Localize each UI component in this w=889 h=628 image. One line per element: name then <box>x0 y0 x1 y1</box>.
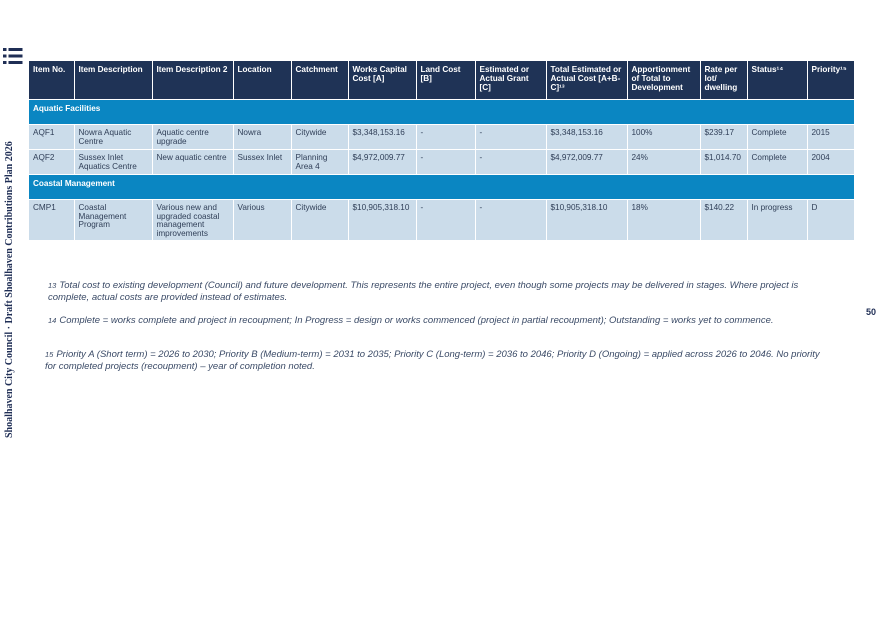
table-cell: $1,014.70 <box>700 150 747 175</box>
table-cell: Various new and upgraded coastal management improvements <box>152 200 233 241</box>
table-cell: 2015 <box>807 125 854 150</box>
header-cell: Estimated or Actual Grant [C] <box>475 61 546 100</box>
list-menu-icon[interactable] <box>3 47 23 65</box>
table-cell: Sussex Inlet <box>233 150 291 175</box>
document-side-title: Shoalhaven City Council · Draft Shoalhaven Contributions Plan 2026 <box>4 141 15 438</box>
footnote-text: Total cost to existing development (Council) and future development. This represents the entire project, even though some projects may be delivered in stages. Where project is complete, actual costs are provided instead of estimates. <box>48 280 799 303</box>
table-cell: - <box>416 125 475 150</box>
footnote-15 <box>45 349 820 372</box>
header-cell: Status¹⁴ <box>747 61 807 100</box>
footnote-number: 14 <box>48 316 57 325</box>
table-cell: Nowra Aquatic Centre <box>74 125 152 150</box>
table-cell: 2004 <box>807 150 854 175</box>
table-cell: 18% <box>627 200 700 241</box>
header-cell: Apportionment of Total to Development <box>627 61 700 100</box>
table-cell: $140.22 <box>700 200 747 241</box>
table-cell: $239.17 <box>700 125 747 150</box>
header-cell: Item No. <box>29 61 74 100</box>
contributions-table <box>29 61 854 240</box>
header-cell: Total Estimated or Actual Cost [A+B-C]¹³ <box>546 61 627 100</box>
table-row <box>29 150 854 175</box>
section-row-coastal-management <box>29 175 854 200</box>
table-cell: - <box>416 150 475 175</box>
table-cell: Citywide <box>291 200 348 241</box>
footnote-number: 13 <box>48 281 57 290</box>
table-cell: Complete <box>747 150 807 175</box>
footnote-number: 15 <box>45 350 54 359</box>
header-cell: Rate per lot/ dwelling <box>700 61 747 100</box>
header-cell: Item Description <box>74 61 152 100</box>
table-cell: $3,348,153.16 <box>546 125 627 150</box>
table-cell: In progress <box>747 200 807 241</box>
table-cell: 24% <box>627 150 700 175</box>
table-cell: Complete <box>747 125 807 150</box>
section-row-aquatic-facilities <box>29 100 854 125</box>
table-cell: - <box>475 200 546 241</box>
table-cell: - <box>416 200 475 241</box>
header-cell: Land Cost [B] <box>416 61 475 100</box>
footnote-text: Complete = works complete and project in recoupment; In Progress = design or works commenced (project in partial recoupment); Outstanding = works yet to commence. <box>59 315 774 326</box>
header-cell: Location <box>233 61 291 100</box>
section-title: Aquatic Facilities <box>29 100 854 125</box>
page-number: 50 <box>866 307 877 317</box>
header-cell: Item Description 2 <box>152 61 233 100</box>
header-cell: Catchment <box>291 61 348 100</box>
table-cell: Citywide <box>291 125 348 150</box>
table-cell: Sussex Inlet Aquatics Centre <box>74 150 152 175</box>
table-cell: Nowra <box>233 125 291 150</box>
table-cell: Aquatic centre upgrade <box>152 125 233 150</box>
table-cell: Various <box>233 200 291 241</box>
table-row <box>29 125 854 150</box>
section-title: Coastal Management <box>29 175 854 200</box>
table-cell: New aquatic centre <box>152 150 233 175</box>
table-cell: $4,972,009.77 <box>546 150 627 175</box>
table-cell: $10,905,318.10 <box>546 200 627 241</box>
table-header-row <box>29 61 854 100</box>
table-cell: - <box>475 125 546 150</box>
table-cell: - <box>475 150 546 175</box>
header-cell: Works Capital Cost [A] <box>348 61 416 100</box>
table-cell: $3,348,153.16 <box>348 125 416 150</box>
table-cell: 100% <box>627 125 700 150</box>
table-cell: Coastal Management Program <box>74 200 152 241</box>
header-cell: Priority¹⁵ <box>807 61 854 100</box>
table-cell: CMP1 <box>29 200 74 241</box>
table-cell: AQF2 <box>29 150 74 175</box>
footnote-14 <box>48 315 818 327</box>
table-cell: AQF1 <box>29 125 74 150</box>
footnote-text: Priority A (Short term) = 2026 to 2030; Priority B (Medium-term) = 2031 to 2035; Priority C (Long-term) = 2036 to 2046; Priority D (Ongoing) = applied across 2026 to 2046. No priority for completed projects (recoupment) – year of completion noted. <box>45 349 820 372</box>
table-cell: D <box>807 200 854 241</box>
table-row <box>29 200 854 241</box>
footnote-13 <box>48 280 818 303</box>
table-cell: $10,905,318.10 <box>348 200 416 241</box>
table-cell: Planning Area 4 <box>291 150 348 175</box>
table-cell: $4,972,009.77 <box>348 150 416 175</box>
